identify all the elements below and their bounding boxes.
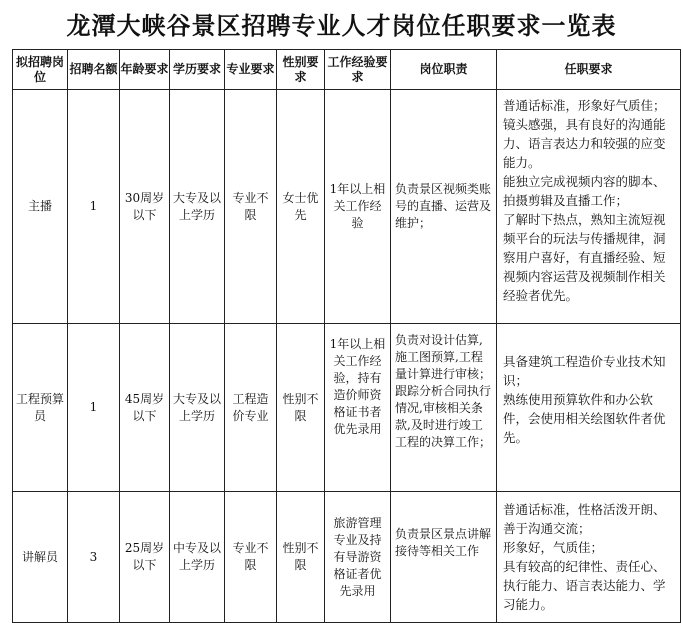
cell-major: 专业不限 xyxy=(225,90,277,324)
header-duty: 岗位职责 xyxy=(391,50,497,90)
cell-gender: 女士优先 xyxy=(277,90,325,324)
cell-gender: 性别不限 xyxy=(277,492,325,623)
header-major: 专业要求 xyxy=(225,50,277,90)
header-count: 招聘名额 xyxy=(68,50,120,90)
requirement-line: 普通话标准，形象好气质佳； xyxy=(503,98,666,113)
requirement-line: 了解时下热点，熟知主流短视频平台的玩法与传播规律，洞察用户喜好，有直播经验、短视频内容运营及视频制作相关经验者优先。 xyxy=(503,212,666,303)
table-row xyxy=(13,90,681,324)
cell-education: 中专及以上学历 xyxy=(170,492,225,623)
table-row xyxy=(13,492,681,623)
cell-major: 专业不限 xyxy=(225,492,277,623)
requirement-line: 熟练使用预算软件和办公软件，会使用相关绘图软件者优先。 xyxy=(503,392,666,445)
cell-position: 讲解员 xyxy=(13,492,68,623)
table-row xyxy=(13,324,681,492)
cell-experience: 1年以上相关工作经验，持有造价师资格证书者优先录用 xyxy=(325,324,391,492)
cell-experience: 1年以上相关工作经验 xyxy=(325,90,391,324)
cell-count: 1 xyxy=(68,324,120,492)
cell-count: 3 xyxy=(68,492,120,623)
cell-position: 主播 xyxy=(13,90,68,324)
cell-requirements xyxy=(497,492,681,623)
requirement-line: 具备建筑工程造价专业技术知识； xyxy=(503,354,666,388)
header-requirements: 任职要求 xyxy=(497,50,681,90)
cell-requirements xyxy=(497,90,681,324)
requirement-line: 具有较高的纪律性、责任心、执行能力、语言表达能力、学习能力。 xyxy=(503,559,666,612)
requirement-line: 形象好，气质佳； xyxy=(503,540,604,555)
cell-age: 30周岁以下 xyxy=(120,90,170,324)
job-requirements-table xyxy=(12,49,681,623)
cell-major: 工程造价专业 xyxy=(225,324,277,492)
header-education: 学历要求 xyxy=(170,50,225,90)
header-experience: 工作经验要求 xyxy=(325,50,391,90)
cell-count: 1 xyxy=(68,90,120,324)
cell-age: 25周岁以下 xyxy=(120,492,170,623)
page-title: 龙潭大峡谷景区招聘专业人才岗位任职要求一览表 xyxy=(66,12,617,40)
requirement-line: 镜头感强，具有良好的沟通能力、语言表达力和较强的应变能力。 xyxy=(503,117,666,170)
header-gender: 性别要求 xyxy=(277,50,325,90)
cell-experience: 旅游管理专业及持有导游资格证者优先录用 xyxy=(325,492,391,623)
cell-education: 大专及以上学历 xyxy=(170,90,225,324)
requirement-line: 能独立完成视频内容的脚本、拍摄剪辑及直播工作； xyxy=(503,174,666,208)
requirement-line: 普通话标准，性格活泼开朗、善于沟通交流； xyxy=(503,502,666,536)
header-position: 拟招聘岗位 xyxy=(13,50,68,90)
header-age: 年龄要求 xyxy=(120,50,170,90)
cell-requirements xyxy=(497,324,681,492)
header-row xyxy=(13,50,681,90)
cell-position: 工程预算员 xyxy=(13,324,68,492)
cell-duty: 负责景区视频类账号的直播、运营及维护； xyxy=(391,90,497,324)
cell-duty: 负责对设计估算,施工图预算,工程量计算进行审核；跟踪分析合同执行情况,审核相关条款,及时进行竣工工程的决算工作； xyxy=(391,324,497,492)
cell-duty: 负责景区景点讲解接待等相关工作 xyxy=(391,492,497,623)
cell-gender: 性别不限 xyxy=(277,324,325,492)
cell-education: 大专及以上学历 xyxy=(170,324,225,492)
cell-age: 45周岁以下 xyxy=(120,324,170,492)
